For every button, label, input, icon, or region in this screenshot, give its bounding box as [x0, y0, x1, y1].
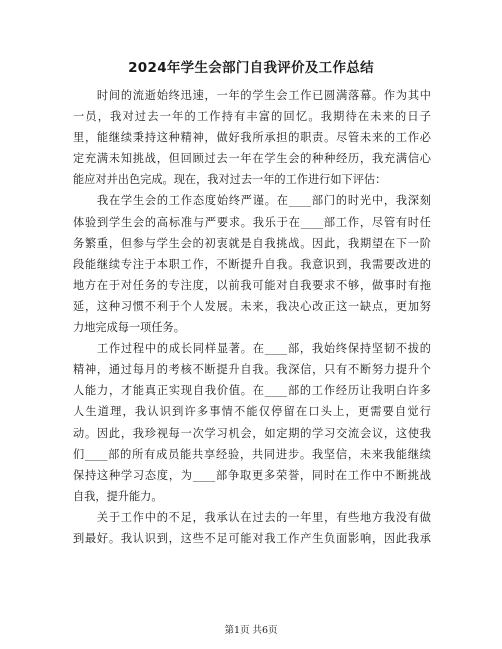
- text-line: 精神，通过每月的考核不断提升自我。我深信，只有不断努力提升个: [73, 363, 431, 377]
- text-line: 体验到学生会的高标准与严要求。我乐于在____部工作，尽管有时任: [73, 215, 431, 229]
- text-line: 保持这种学习态度，为____部争取更多荣誉，同时在工作中不断挑战: [73, 468, 431, 482]
- text-line: 定充满未知挑战，但回顾过去一年在学生会的种种经历，我充满信心: [73, 152, 431, 166]
- text-line: 力地完成每一项任务。: [73, 321, 185, 335]
- text-line: 段能继续专注于本职工作，不断提升自我。我意识到，我需要改进的: [73, 257, 431, 271]
- text-line: 务繁重，但参与学生会的初衷就是自我挑战。因此，我期望在下一阶: [73, 236, 431, 250]
- text-line: 地方在于对任务的专注度，以前我可能对自我要求不够，做事时有拖: [73, 278, 431, 292]
- text-line: 到最好。我认识到，这些不足可能对我工作产生负面影响，因此我承: [73, 531, 431, 545]
- document-body: [73, 85, 431, 549]
- document-title: 2024年学生会部门自我评价及工作总结: [128, 60, 374, 76]
- text-line: 动。因此，我珍视每一次学习机会，如定期的学习交流会议，这使我: [73, 426, 431, 440]
- text-line: 自我，提升能力。: [73, 489, 163, 503]
- text-line: 能应对并出色完成。现在，我对过去一年的工作进行如下评估：: [73, 173, 387, 187]
- text-line: 一员，我对过去一年的工作持有丰富的回忆。我期待在未来的日子: [73, 110, 431, 124]
- text-line: 延，这种习惯不利于个人发展。未来，我决心改正这一缺点，更加努: [73, 299, 431, 313]
- text-line: 我在学生会的工作态度始终严谨。在____部门的时光中，我深刻: [73, 194, 431, 208]
- text-line: 人能力，才能真正实现自我价值。在____部的工作经历让我明白许多: [73, 384, 431, 398]
- text-line: 里，能继续秉持这种精神，做好我所承担的职责。尽管未来的工作必: [73, 131, 431, 145]
- text-line: 关于工作中的不足，我承认在过去的一年里，有些地方我没有做: [73, 510, 431, 524]
- text-line: 们____部的所有成员能共享经验，共同进步。我坚信，未来我能继续: [73, 447, 431, 461]
- page-footer: 第1页 共6页: [224, 625, 278, 636]
- text-line: 时间的流逝始终迅速，一年的学生会工作已圆满落幕。作为其中: [73, 89, 431, 102]
- text-line: 人生道理，我认识到许多事情不能仅停留在口头上，更需要自觉行: [73, 405, 431, 419]
- text-line: 工作过程中的成长同样显著。在____部，我始终保持坚韧不拔的: [73, 342, 431, 356]
